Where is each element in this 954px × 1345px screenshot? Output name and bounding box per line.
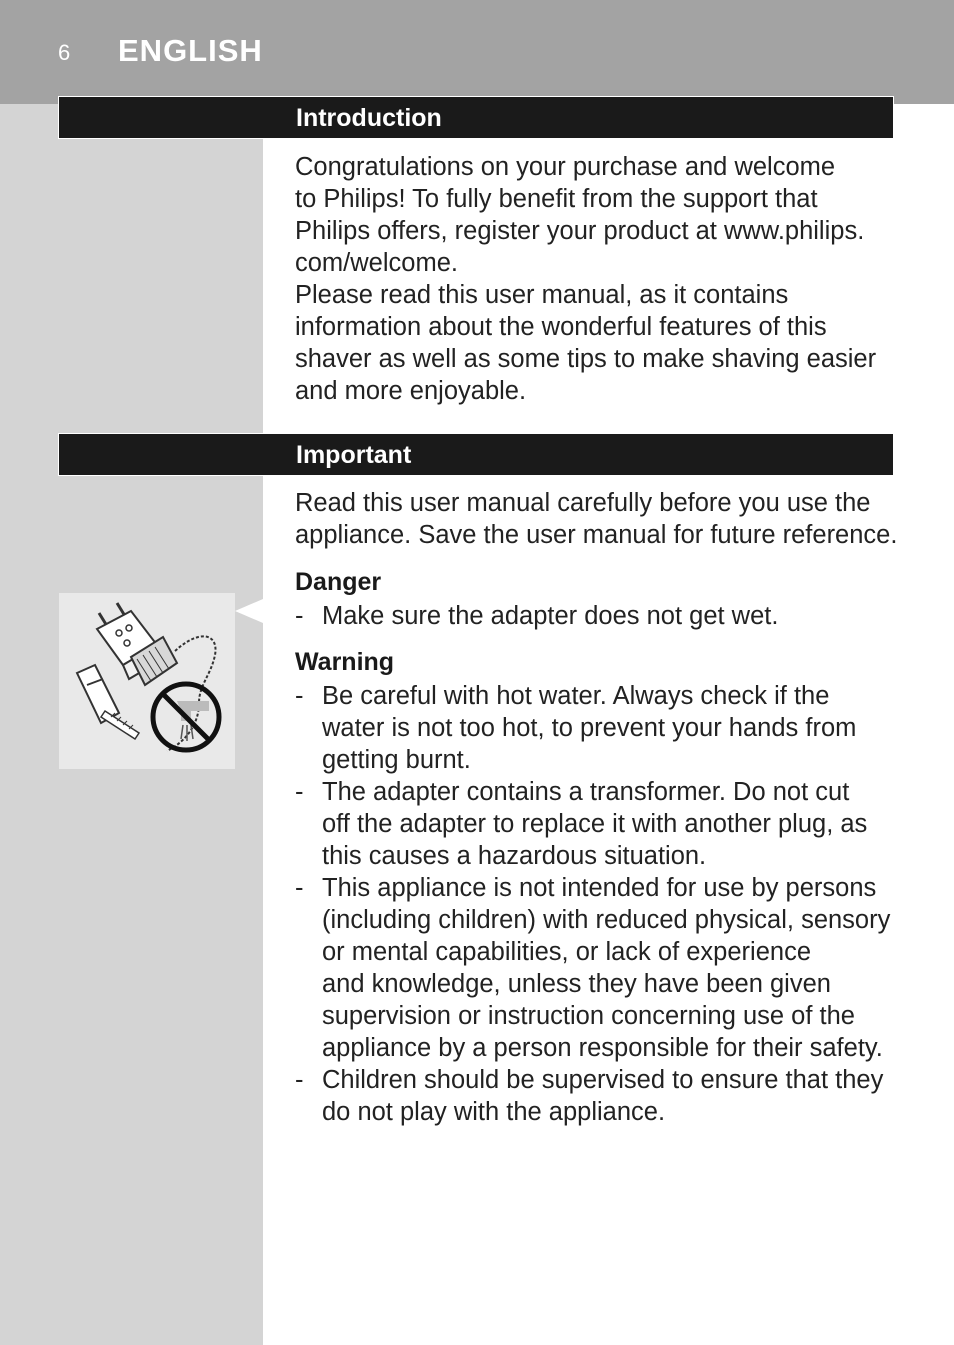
list-dash: - bbox=[295, 682, 304, 710]
list-dash: - bbox=[295, 1066, 304, 1094]
text-line: Please read this user manual, as it contains bbox=[295, 281, 789, 309]
text-line: to Philips! To fully benefit from the support that bbox=[295, 185, 818, 213]
text-line: Children should be supervised to ensure that they bbox=[322, 1066, 884, 1094]
text-line: this causes a hazardous situation. bbox=[322, 842, 707, 870]
introduction-heading-bar bbox=[59, 97, 893, 138]
text-line: The adapter contains a transformer. Do not cut bbox=[322, 778, 850, 806]
text-line: and knowledge, unless they have been given bbox=[322, 970, 831, 998]
warning-heading: Warning bbox=[295, 648, 395, 676]
text-line: getting burnt. bbox=[322, 746, 471, 774]
text-line: and more enjoyable. bbox=[295, 377, 527, 405]
page-header bbox=[0, 0, 954, 104]
introduction-heading: Introduction bbox=[296, 104, 442, 132]
list-dash: - bbox=[295, 602, 304, 630]
text-line: Be careful with hot water. Always check if the bbox=[322, 682, 830, 710]
text-line: This appliance is not intended for use by persons bbox=[322, 874, 877, 902]
language-title: ENGLISH bbox=[118, 33, 263, 68]
introduction-paragraph bbox=[295, 151, 895, 407]
text-line: shaver as well as some tips to make shaving easier bbox=[295, 345, 877, 373]
text-line: Congratulations on your purchase and welcome bbox=[295, 153, 836, 181]
text-line: appliance. Save the user manual for future reference. bbox=[295, 521, 898, 549]
figure-pointer bbox=[235, 599, 263, 623]
text-line: water is not too hot, to prevent your hands from bbox=[322, 714, 857, 742]
text-line: off the adapter to replace it with another plug, as bbox=[322, 810, 868, 838]
text-line: or mental capabilities, or lack of experience bbox=[322, 938, 811, 966]
danger-heading: Danger bbox=[295, 568, 382, 596]
important-paragraph bbox=[295, 487, 898, 551]
text-line: information about the wonderful features of this bbox=[295, 313, 827, 341]
important-heading-bar bbox=[59, 434, 893, 475]
text-line: (including children) with reduced physical, sensory bbox=[322, 906, 891, 934]
list-dash: - bbox=[295, 778, 304, 806]
text-line: Read this user manual carefully before you use the bbox=[295, 489, 871, 517]
page-number: 6 bbox=[58, 40, 71, 65]
text-line: com/welcome. bbox=[295, 249, 458, 277]
adapter-no-water-figure bbox=[59, 593, 235, 769]
text-line: appliance by a person responsible for their safety. bbox=[322, 1034, 883, 1062]
list-dash: - bbox=[295, 874, 304, 902]
adapter-no-water-icon bbox=[59, 593, 235, 769]
text-line: supervision or instruction concerning use of the bbox=[322, 1002, 855, 1030]
text-line: Philips offers, register your product at www.philips. bbox=[295, 217, 865, 245]
important-heading: Important bbox=[296, 441, 412, 469]
text-line: do not play with the appliance. bbox=[322, 1098, 666, 1126]
text-line: Make sure the adapter does not get wet. bbox=[322, 602, 779, 630]
